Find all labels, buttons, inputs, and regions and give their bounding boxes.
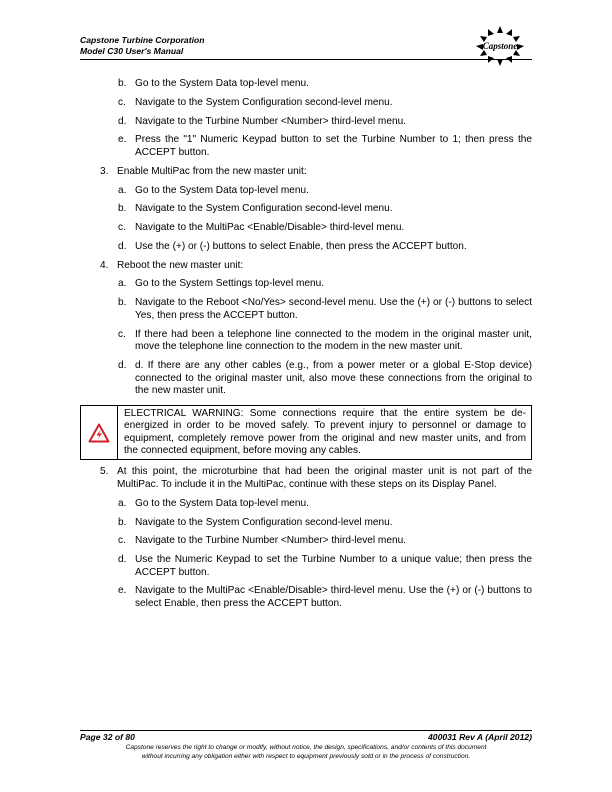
footer-rule: [80, 730, 532, 731]
list-item: c. Navigate to the Turbine Number <Number> third-level menu.: [118, 535, 406, 547]
disclaimer-line-2: without incurring any obligation either with respect to equipment previously sold or in the process of construction.: [141, 753, 471, 760]
page-header: [80, 35, 204, 57]
capstone-logo: [468, 22, 532, 70]
step-4: 4. Reboot the new master unit:: [100, 259, 244, 271]
page-number: Page 32 of 80: [80, 732, 135, 742]
step-5: 5. At this point, the microturbine that had been the original master unit is not part of the MultiPac. To include it in the MultiPac, continue with these steps on its Display Panel.: [100, 466, 532, 490]
electrical-warning-box: [80, 405, 532, 461]
list-item: b. Navigate to the System Configuration second-level menu.: [118, 203, 393, 215]
warning-icon-cell: [81, 406, 118, 460]
disclaimer-line-1: Capstone reserves the right to change or modify, without notice, the design, specifications, and/or contents of this document: [125, 744, 487, 751]
electrical-warning-icon: [88, 423, 110, 443]
list-item: a. Go to the System Data top-level menu.: [118, 497, 309, 509]
list-item: d. Use the (+) or (-) buttons to select Enable, then press the ACCEPT button.: [118, 240, 467, 252]
header-rule: [80, 59, 532, 60]
warning-text: ELECTRICAL WARNING: Some connections require that the entire system be de-energized in order to be moved safely. To prevent injury to personnel or damage to equipment, completely remove power from the original and new master units, and from the connected equipment, before moving any cables.: [124, 407, 526, 456]
manual-title: Model C30 User's Manual: [80, 46, 184, 56]
list-item: a. Go to the System Data top-level menu.: [118, 184, 309, 196]
step-3: 3. Enable MultiPac from the new master unit:: [100, 165, 307, 177]
list-item: d. d. If there are any other cables (e.g., from a power meter or a global E-Stop device) connected to the original master unit, also move these connections from the original to the new master unit.: [118, 359, 532, 397]
list-item: b. Navigate to the Reboot <No/Yes> second-level menu. Use the (+) or (-) buttons to select Yes, then press the ACCEPT button.: [118, 297, 532, 321]
svg-text:Capstone: Capstone: [482, 41, 518, 51]
page-footer: [80, 732, 532, 742]
footer-disclaimer: [80, 743, 532, 761]
list-item: d. Navigate to the Turbine Number <Number> third-level menu.: [118, 115, 406, 127]
list-item: c. Navigate to the MultiPac <Enable/Disable> third-level menu.: [118, 222, 405, 234]
list-item: c. If there had been a telephone line connected to the modem in the original master unit, move the telephone line connection to the modem in the new master unit.: [118, 328, 532, 353]
list-item: e. Navigate to the MultiPac <Enable/Disable> third-level menu. Use the (+) or (-) buttons to select Enable, then press the ACCEPT button.: [118, 585, 532, 610]
list-item: b. Navigate to the System Configuration second-level menu.: [118, 516, 393, 528]
list-item: e. Press the "1" Numeric Keypad button to set the Turbine Number to 1; then press the ACCEPT button.: [118, 134, 532, 158]
list-item: d. Use the Numeric Keypad to set the Turbine Number to a unique value; then press the ACCEPT button.: [118, 554, 532, 578]
company-name: Capstone Turbine Corporation: [80, 35, 205, 45]
page-content: [80, 78, 532, 617]
list-item: a. Go to the System Settings top-level menu.: [118, 278, 325, 290]
document-number: 400031 Rev A (April 2012): [428, 732, 532, 742]
list-item: b. Go to the System Data top-level menu.: [118, 78, 309, 89]
list-item: c. Navigate to the System Configuration second-level menu.: [118, 96, 393, 108]
